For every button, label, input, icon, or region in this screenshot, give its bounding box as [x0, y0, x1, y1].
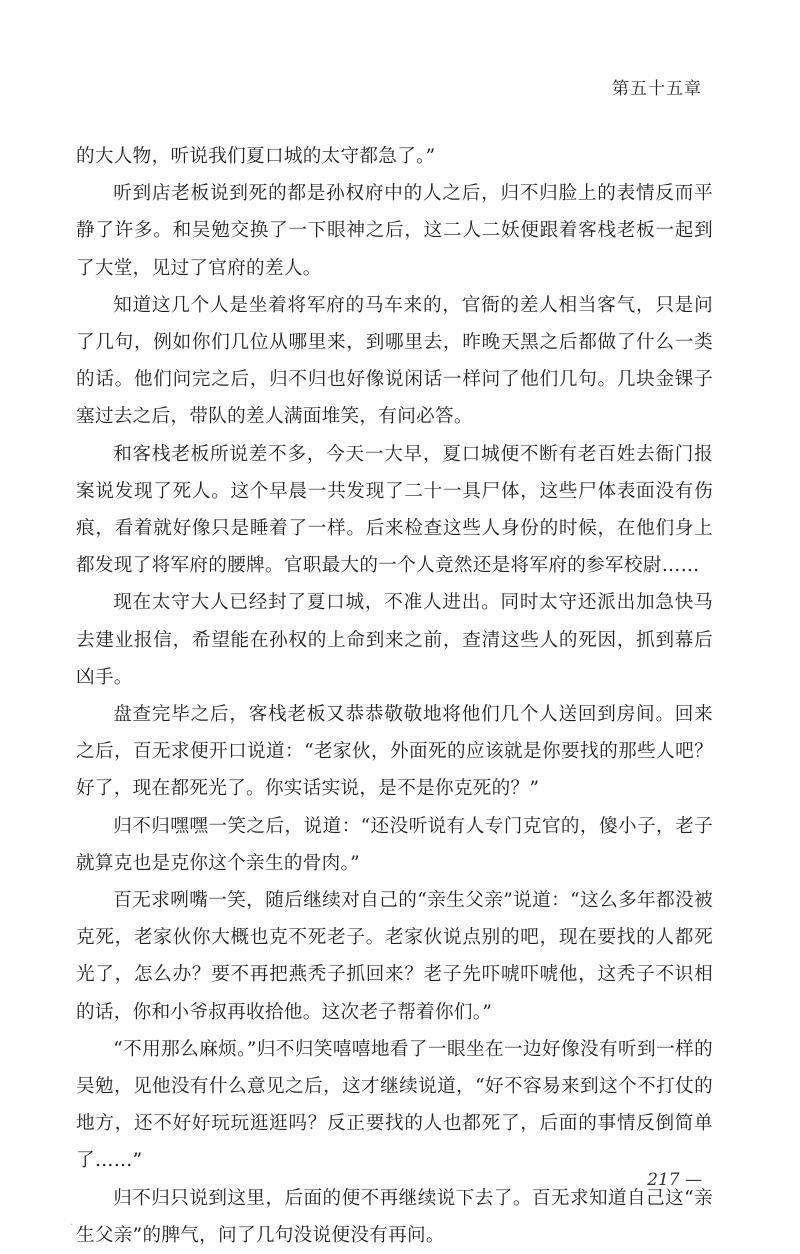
- paragraph: 的大人物，听说我们夏口城的太守都急了。”: [76, 146, 436, 167]
- body-text: [76, 138, 713, 1254]
- paragraph: 听到店老板说到死的都是孙权府中的人之后，归不归脸上的表情反而平静了许多。和吴勉交换了一下眼神之后，这二人二妖便跟着客栈老板一起到了大堂，见过了官府的差人。: [76, 183, 713, 279]
- paragraph: 和客栈老板所说差不多，今天一大早，夏口城便不断有老百姓去衙门报案说发现了死人。这个早晨一共发现了二十一具尸体，这些尸体表面没有伤痕，看着就好像只是睡着了一样。后来检查这些人身份的时候，在他们身上都发现了将军府的腰牌。官职最大的一个人竟然还是将军府的参军校尉……: [76, 443, 713, 577]
- chapter-running-head: 第五十五章: [612, 79, 702, 99]
- scan-mark: ·: [70, 1220, 74, 1231]
- paragraph: 归不归只说到这里，后面的便不再继续说下去了。百无求知道自己这“亲生父亲”的脾气，问了几句没说便没有再问。: [76, 1187, 713, 1246]
- paragraph: 盘查完毕之后，客栈老板又恭恭敬敬地将他们几个人送回到房间。回来之后，百无求便开口说道：“老家伙，外面死的应该就是你要找的那些人吧？好了，现在都死光了。你实话实说，是不是你克死的？”: [76, 704, 713, 800]
- paragraph: 知道这几个人是坐着将军府的马车来的，官衙的差人相当客气，只是问了几句，例如你们几位从哪里来，到哪里去，昨晚天黑之后都做了什么一类的话。他们问完之后，归不归也好像说闲话一样问了他们几句。几块金锞子塞过去之后，带队的差人满面堆笑，有问必答。: [76, 294, 713, 428]
- paragraph: 百无求咧嘴一笑，随后继续对自己的“亲生父亲”说道：“这么多年都没被克死，老家伙你大概也克不死老子。老家伙说点别的吧，现在要找的人都死光了，怎么办？要不再把燕秃子抓回来？老子先吓唬吓唬他，这秃子不识相的话，你和小爷叔再收拾他。这次老子帮着你们。”: [76, 890, 713, 1023]
- page-number: 217 —: [647, 1170, 702, 1190]
- paragraph: 现在太守大人已经封了夏口城，不准人进出。同时太守还派出加急快马去建业报信，希望能在孙权的上命到来之前，查清这些人的死因，抓到幕后凶手。: [76, 592, 713, 688]
- paragraph: “不用那么麻烦。”归不归笑嘻嘻地看了一眼坐在一边好像没有听到一样的吴勉，见他没有什么意见之后，这才继续说道，“好不容易来到这个不打仗的地方，还不好好玩玩逛逛吗？反正要找的人也都死了，后面的事情反倒简单了……”: [76, 1038, 713, 1172]
- paragraph: 归不归嘿嘿一笑之后，说道：“还没听说有人专门克官的，傻小子，老子就算克也是克你这个亲生的骨肉。”: [76, 815, 713, 874]
